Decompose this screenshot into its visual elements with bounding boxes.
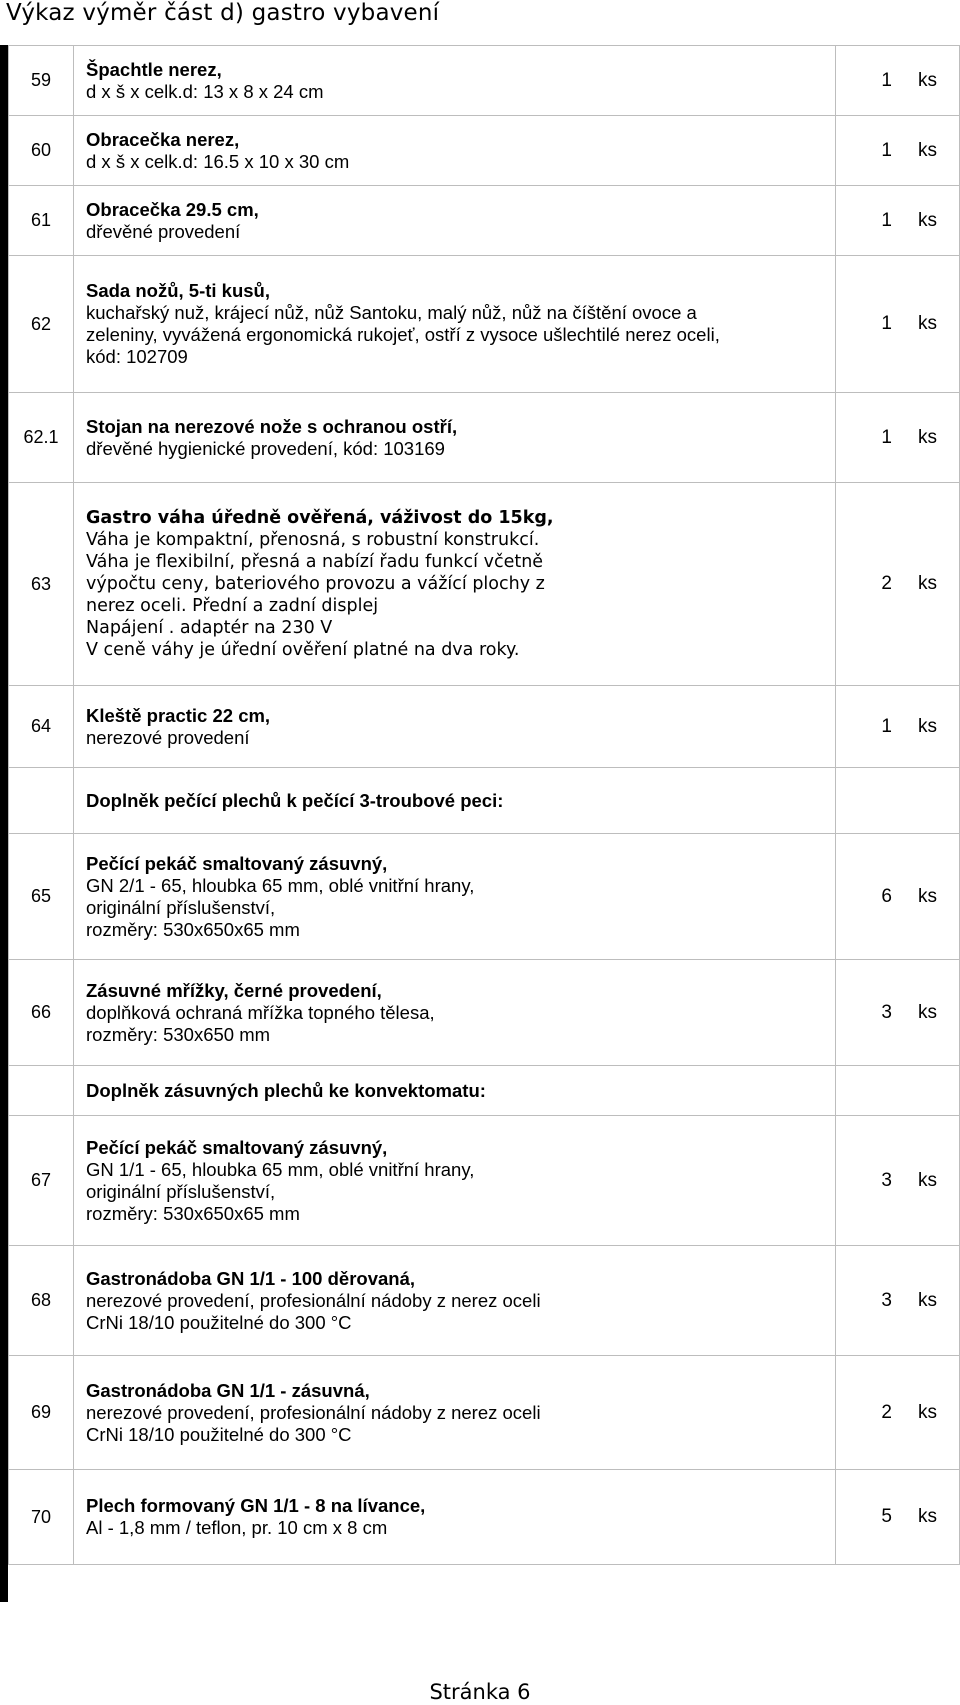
item-heading: Stojan na nerezové nože s ochranou ostří, [86,415,458,437]
item-heading: Zásuvné mřížky, černé provedení, [86,979,382,1001]
item-quantity [836,483,960,686]
item-heading: Obracečka nerez, [86,128,240,150]
item-heading: Doplněk pečící plechů k pečící 3-troubové peci: [86,789,504,811]
quantity-unit: ks [918,209,937,231]
page-number: Stránka 6 [429,1680,531,1704]
quantity-value: 5 [881,1506,892,1527]
quantity-unit: ks [918,69,937,91]
item-description [74,46,836,116]
item-detail-line: V ceně váhy je úřední ověření platné na dva roky. [86,640,520,660]
quantity-value: 3 [881,1289,892,1311]
table-row [9,116,960,186]
item-quantity [836,116,960,186]
quantity-unit: ks [918,1401,937,1423]
items-table [8,45,960,1565]
item-detail-line: CrNi 18/10 použitelné do 300 °C [86,1311,352,1333]
item-quantity [836,960,960,1066]
table-row [9,46,960,116]
item-quantity [836,834,960,960]
item-quantity [836,1246,960,1356]
quantity-value: 1 [881,69,892,91]
quantity-unit: ks [918,1506,937,1527]
quantity-value: 2 [881,1401,892,1423]
item-detail-line: GN 2/1 - 65, hloubka 65 mm, oblé vnitřní hrany, [86,874,475,896]
item-quantity [836,393,960,483]
item-number: 69 [9,1356,74,1470]
table-row [9,1356,960,1470]
quantity-unit: ks [918,715,937,737]
item-detail-line: d x š x celk.d: 13 x 8 x 24 cm [86,80,324,102]
quantity-unit: ks [918,1289,937,1311]
item-number: 68 [9,1246,74,1356]
item-heading: Špachtle nerez, [86,58,222,80]
item-description [74,834,836,960]
item-number: 66 [9,960,74,1066]
item-detail-line: rozměry: 530x650 mm [86,1023,271,1045]
item-heading: Gastronádoba GN 1/1 - 100 děrovaná, [86,1267,415,1289]
item-description [74,960,836,1066]
quantity-unit: ks [918,573,937,594]
item-detail-line: rozměry: 530x650x65 mm [86,1202,300,1224]
item-detail-line: Váha je flexibilní, přesná a nabízí řadu funkcí včetně [86,552,544,572]
item-detail-line: rozměry: 530x650x65 mm [86,918,300,940]
quantity-unit: ks [918,426,937,448]
item-description [74,1116,836,1246]
table-row [9,1116,960,1246]
item-detail-line: výpočtu ceny, bateriového provozu a vážící plochy z [86,574,545,594]
item-detail-line: Váha je kompaktní, přenosná, s robustní konstrukcí. [86,530,540,550]
item-detail-line: kód: 102709 [86,346,188,367]
table-row [9,393,960,483]
item-description [74,256,836,393]
item-quantity [836,1116,960,1246]
item-detail-line: dřevěné hygienické provedení, kód: 103169 [86,437,445,459]
item-detail-line: originální příslušenství, [86,896,276,918]
item-detail-line: zeleniny, vyvážená ergonomická rukojeť, ostří z vysoce ušlechtilé nerez oceli, [86,324,720,345]
item-quantity [836,1470,960,1565]
item-quantity [836,768,960,834]
table-row [9,834,960,960]
table-row [9,186,960,256]
item-number: 59 [9,46,74,116]
item-description [74,483,836,686]
item-heading: Pečící pekáč smaltovaný zásuvný, [86,852,388,874]
item-detail-line: Al - 1,8 mm / teflon, pr. 10 cm x 8 cm [86,1517,388,1538]
item-description [74,186,836,256]
item-heading: Plech formovaný GN 1/1 - 8 na lívance, [86,1495,426,1516]
item-detail-line: nerezové provedení, profesionální nádoby z nerez oceli [86,1289,541,1311]
item-description [74,393,836,483]
quantity-unit: ks [918,313,937,334]
quantity-value: 3 [881,1169,892,1191]
item-number: 67 [9,1116,74,1246]
item-quantity [836,1066,960,1116]
item-heading: Doplněk zásuvných plechů ke konvektomatu: [86,1079,486,1101]
item-quantity [836,186,960,256]
quantity-unit: ks [918,1169,937,1191]
item-number: 70 [9,1470,74,1565]
item-description [74,686,836,768]
table-row [9,256,960,393]
item-detail-line: nerezové provedení [86,726,250,748]
item-detail-line: kuchařský nuž, krájecí nůž, nůž Santoku, malý nůž, nůž na číštění ovoce a [86,302,697,323]
item-number: 63 [9,483,74,686]
item-description [74,768,836,834]
quantity-unit: ks [918,885,937,907]
item-detail-line: GN 1/1 - 65, hloubka 65 mm, oblé vnitřní hrany, [86,1158,475,1180]
item-number: 64 [9,686,74,768]
item-description [74,1066,836,1116]
item-number: 61 [9,186,74,256]
table-row [9,768,960,834]
quantity-value: 1 [881,209,892,231]
quantity-value: 1 [881,313,892,334]
item-detail-line: d x š x celk.d: 16.5 x 10 x 30 cm [86,150,350,172]
table-row [9,1246,960,1356]
table-row [9,686,960,768]
item-detail-line: nerez oceli. Přední a zadní displej [86,596,379,616]
quantity-unit: ks [918,139,937,161]
item-detail-line: nerezové provedení, profesionální nádoby z nerez oceli [86,1401,541,1423]
item-heading: Gastro váha úředně ověřená, váživost do 15kg, [86,508,554,528]
quantity-value: 1 [881,715,892,737]
item-heading: Pečící pekáč smaltovaný zásuvný, [86,1136,388,1158]
quantity-value: 1 [881,139,892,161]
item-description [74,1246,836,1356]
item-detail-line: doplňková ochraná mřížka topného tělesa, [86,1001,435,1023]
item-heading: Sada nožů, 5-ti kusů, [86,280,270,301]
item-number: 62.1 [9,393,74,483]
item-heading: Obracečka 29.5 cm, [86,198,259,220]
table-row [9,960,960,1066]
item-detail-line: CrNi 18/10 použitelné do 300 °C [86,1423,352,1445]
item-quantity [836,46,960,116]
quantity-value: 2 [881,573,892,594]
item-quantity [836,1356,960,1470]
item-quantity [836,686,960,768]
quantity-value: 1 [881,426,892,448]
quantity-value: 6 [881,885,892,907]
item-quantity [836,256,960,393]
item-description [74,1356,836,1470]
item-detail-line: dřevěné provedení [86,220,241,242]
quantity-unit: ks [918,1001,937,1023]
item-detail-line: originální příslušenství, [86,1180,276,1202]
item-description [74,116,836,186]
item-number [9,1066,74,1116]
page-title: Výkaz výměr část d) gastro vybavení [6,0,440,26]
table-row [9,483,960,686]
item-description [74,1470,836,1565]
table-row [9,1066,960,1116]
item-number: 60 [9,116,74,186]
item-number [9,768,74,834]
item-number: 62 [9,256,74,393]
left-border-bar [0,45,8,1602]
item-detail-line: Napájení . adaptér na 230 V [86,618,333,638]
item-heading: Gastronádoba GN 1/1 - zásuvná, [86,1379,370,1401]
table-row [9,1470,960,1565]
item-heading: Kleště practic 22 cm, [86,704,271,726]
quantity-value: 3 [881,1001,892,1023]
item-number: 65 [9,834,74,960]
